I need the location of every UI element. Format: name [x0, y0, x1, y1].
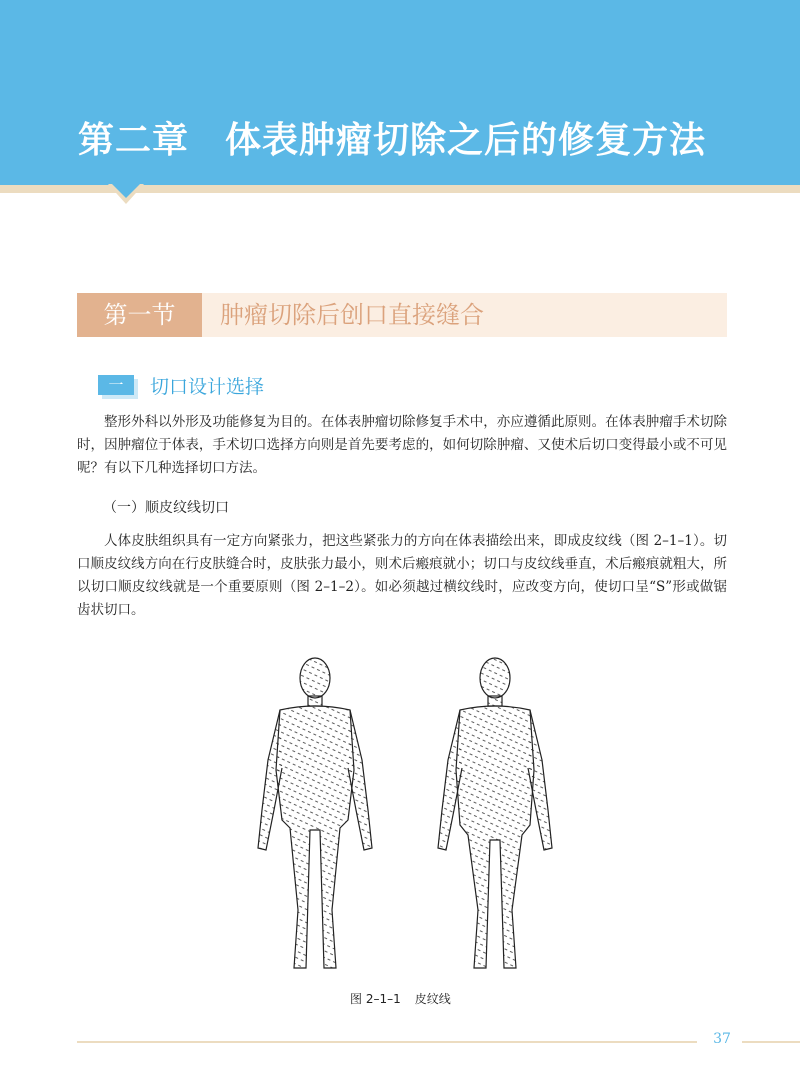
- footer-rule: [77, 1041, 697, 1043]
- sub-subsection-heading: （一）顺皮纹线切口: [103, 500, 229, 516]
- banner-notch-inner-decoration: [111, 183, 141, 198]
- figure-caption: [350, 990, 451, 1007]
- subsection-number: 一: [108, 376, 124, 394]
- subsection-title: 切口设计选择: [150, 376, 265, 398]
- footer-rule-right: [742, 1041, 800, 1043]
- section-number: 第一节: [77, 293, 202, 337]
- chapter-title-text: 体表肿瘤切除之后的修复方法: [225, 120, 707, 161]
- body-paragraph: 人体皮肤组织具有一定方向紧张力，把这些紧张力的方向在体表描绘出来，即成皮纹线（图 2–1–1）。切口顺皮纹线方向在行皮肤缝合时，皮肤张力最小，则术后瘢痕就小；切口与皮纹线垂直，术后瘢痕就粗大，所以切口顺皮纹线就是一个重要原则（图 2–1–2）。如必须越过横纹线时，应改变方向，使切口呈“S”形或做锯齿状切口。: [77, 533, 727, 618]
- page-number: 37: [713, 1031, 731, 1047]
- intro-paragraph: 整形外科以外形及功能修复为目的。在体表肿瘤切除修复手术中，亦应遵循此原则。在体表肿瘤手术切除时，因肿瘤位于体表，手术切口选择方向则是首先要考虑的，如何切除肿瘤、又使术后切口变得最小或不可见呢？有以下几种选择切口方法。: [77, 414, 727, 476]
- section-title: 肿瘤切除后创口直接缝合: [220, 301, 484, 329]
- chapter-title: [78, 112, 706, 163]
- skin-lines-figure: [240, 650, 570, 980]
- figure-caption-text: 皮纹线: [414, 992, 451, 1006]
- figure-number: 图 2–1–1: [350, 992, 401, 1006]
- back-body-figure: [438, 658, 552, 968]
- chapter-number: 第二章: [78, 120, 190, 161]
- front-body-figure: [258, 658, 372, 968]
